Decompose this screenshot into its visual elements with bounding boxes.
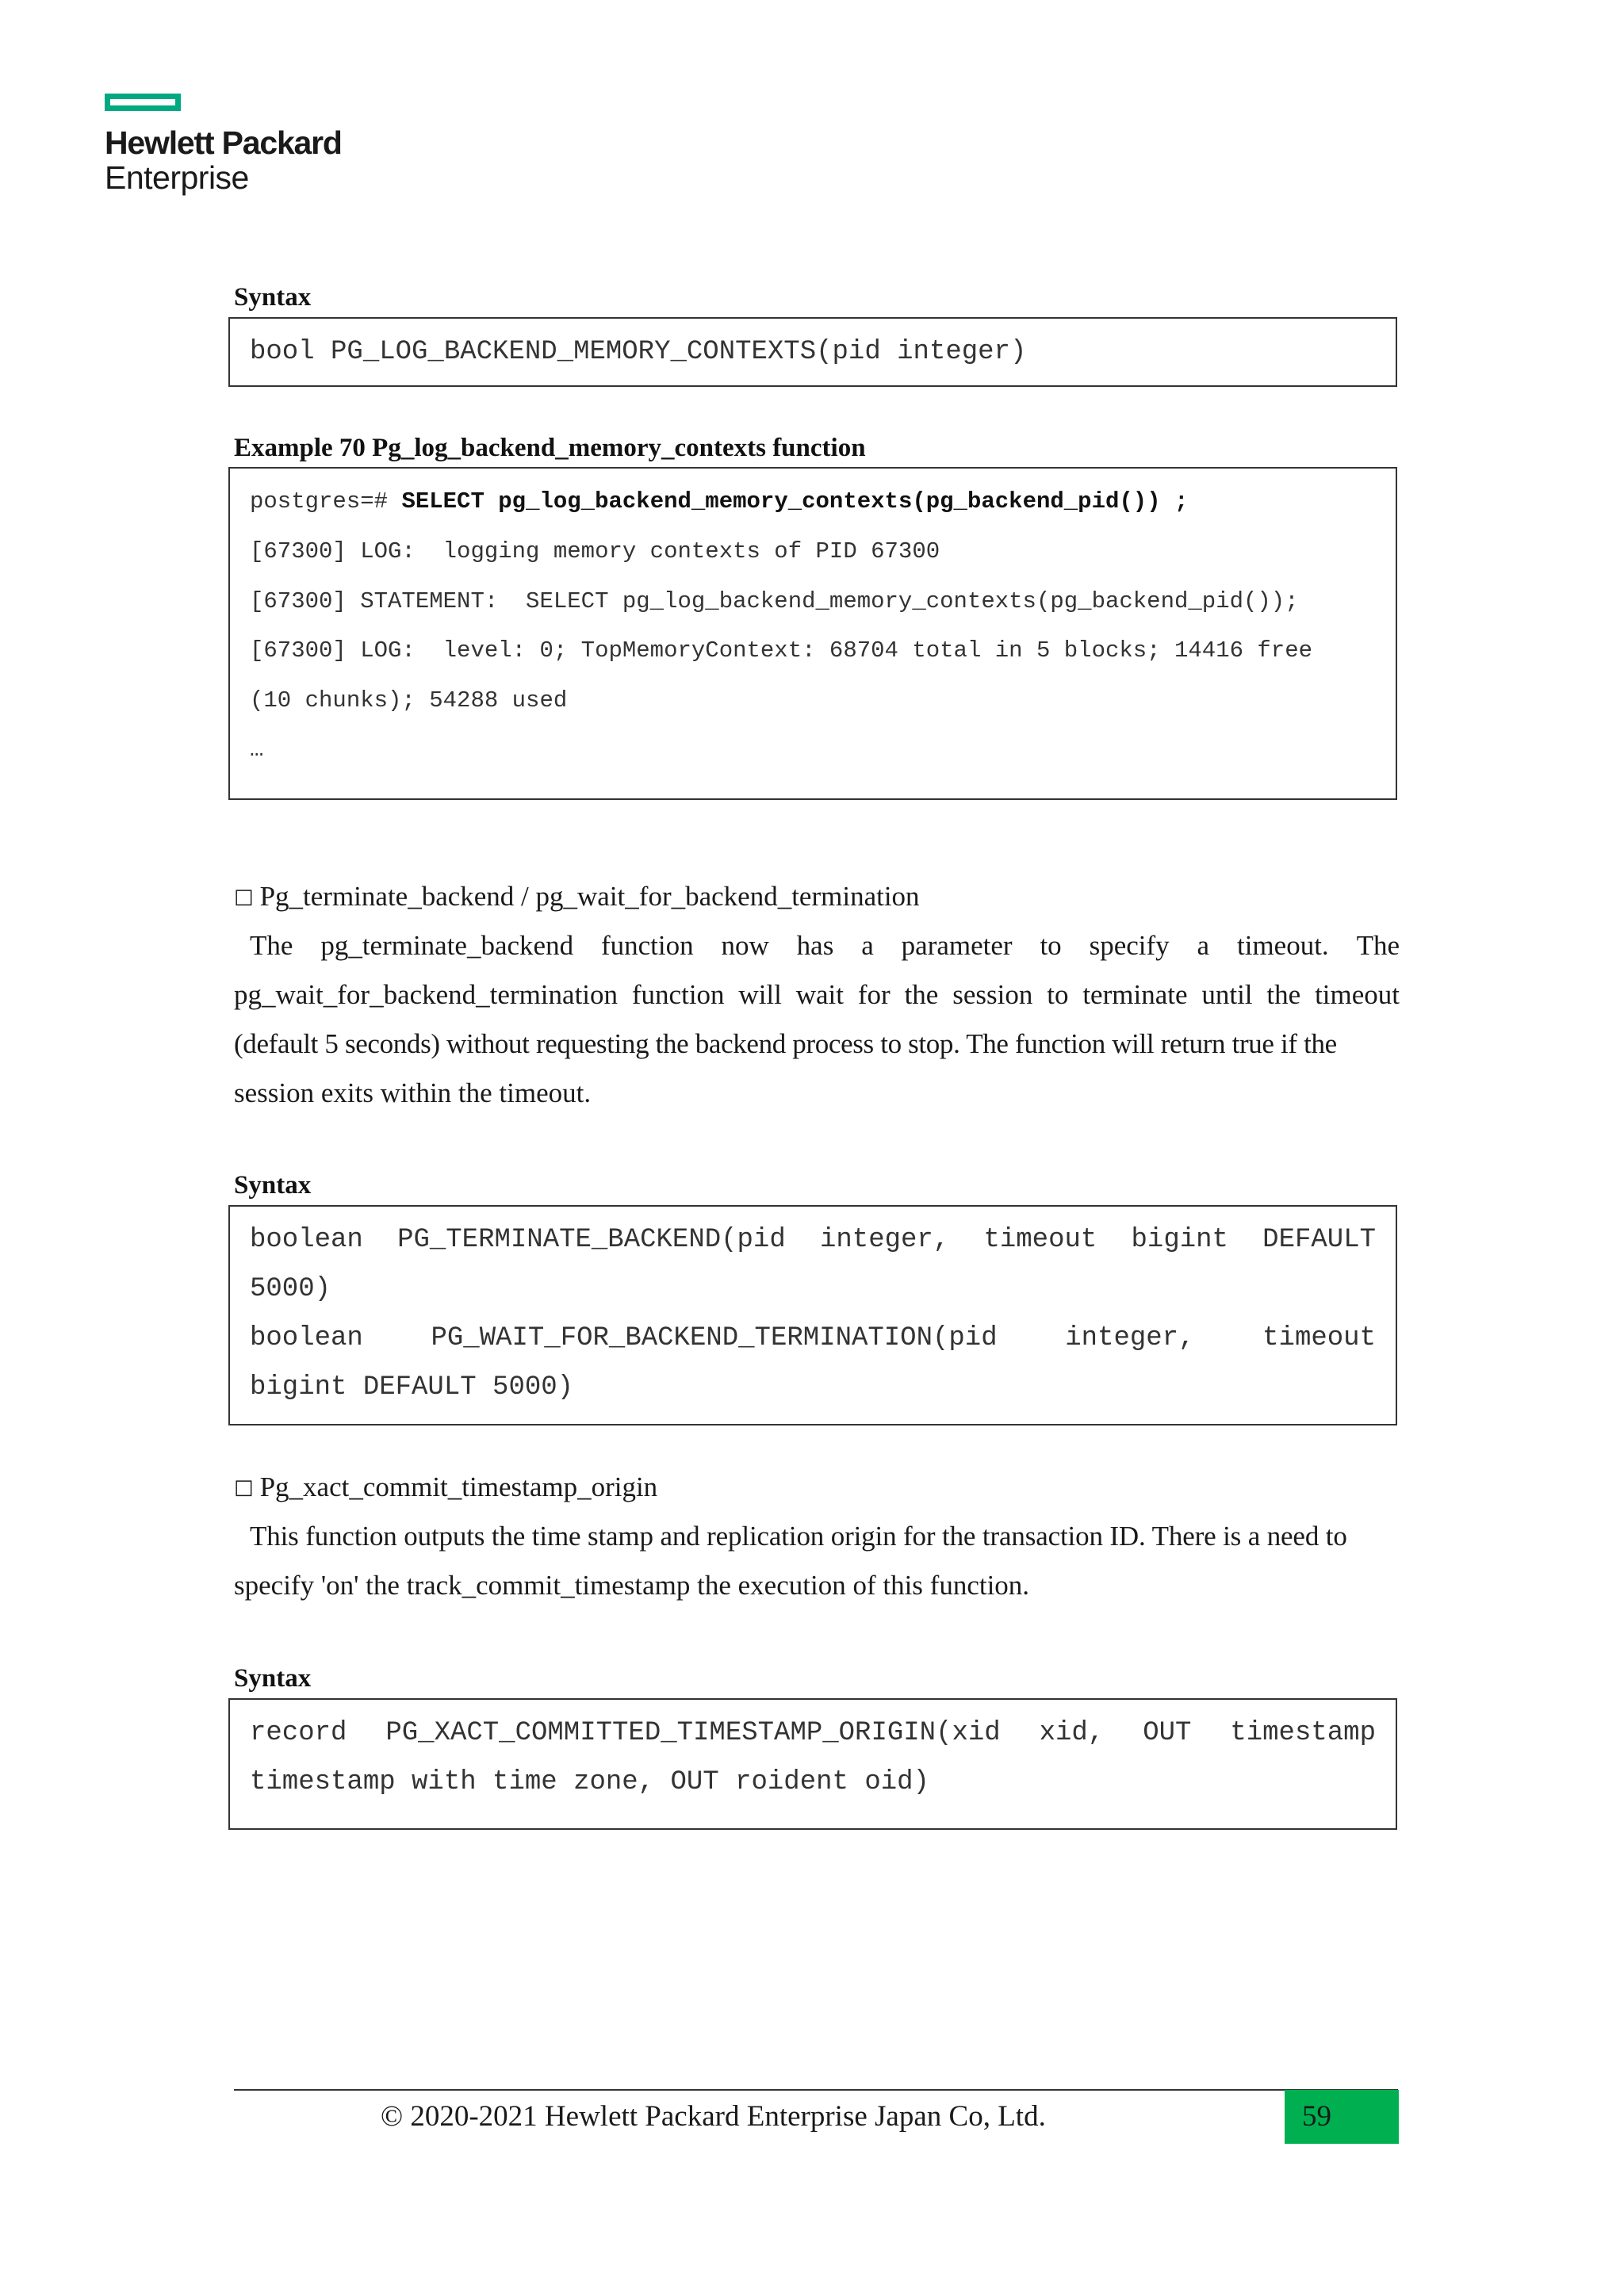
word: session xyxy=(952,979,1033,1010)
word: function xyxy=(631,979,725,1010)
code-token: boolean xyxy=(250,1225,363,1255)
syntax-heading-2: Syntax xyxy=(234,1171,312,1200)
word: timeout. xyxy=(1236,930,1329,961)
word: will xyxy=(738,979,782,1010)
section-title-text: Pg_terminate_backend / pg_wait_for_backend_termination xyxy=(259,881,920,912)
word: terminate xyxy=(1082,979,1188,1010)
code-token: integer, xyxy=(1065,1323,1195,1353)
word: specify xyxy=(1089,930,1170,961)
example-output-ellipsis: … xyxy=(250,737,264,763)
word: pg_wait_for_backend_termination xyxy=(234,979,619,1010)
code-token: xid, xyxy=(1039,1718,1105,1748)
checkbox-bullet-icon: □ xyxy=(234,1475,254,1499)
logo-mark-icon xyxy=(105,94,181,111)
syntax-2-line-2: 5000) xyxy=(250,1274,331,1304)
code-token: timestamp xyxy=(1230,1718,1376,1748)
word: now xyxy=(721,930,769,961)
word: a xyxy=(861,930,874,961)
code-token: integer, xyxy=(819,1225,950,1255)
example-output-line-2: [67300] STATEMENT: SELECT pg_log_backend_memory_contexts(pg_backend_pid()); xyxy=(250,588,1299,614)
syntax-codebox-1 xyxy=(228,317,1397,387)
syntax-3-line-2: timestamp with time zone, OUT roident oid) xyxy=(250,1767,929,1797)
code-token: record xyxy=(250,1718,347,1748)
syntax-2-line-3 xyxy=(250,1322,1376,1354)
example-output-line-1: [67300] LOG: logging memory contexts of PID 67300 xyxy=(250,538,940,564)
syntax-2-line-4: bigint DEFAULT 5000) xyxy=(250,1372,574,1402)
syntax-3-line-1 xyxy=(250,1717,1376,1749)
code-token: PG_XACT_COMMITTED_TIMESTAMP_ORIGIN(xid xyxy=(385,1718,1001,1748)
example-prompt: postgres=# xyxy=(250,488,402,515)
code-token: PG_WAIT_FOR_BACKEND_TERMINATION(pid xyxy=(431,1323,998,1353)
section-title-xact-commit xyxy=(234,1471,1400,1506)
paragraph-line-3: (default 5 seconds) without requesting the backend process to stop. The function will return true if the xyxy=(234,1028,1337,1059)
paragraph-line-2 xyxy=(234,978,1400,1012)
example-output-line-3: [67300] LOG: level: 0; TopMemoryContext: 68704 total in 5 blocks; 14416 free xyxy=(250,637,1313,664)
syntax-codebox-2 xyxy=(228,1205,1397,1425)
word: timeout xyxy=(1315,979,1400,1010)
word: function xyxy=(600,930,694,961)
paragraph-line-1 xyxy=(250,929,1400,962)
example-command: SELECT pg_log_backend_memory_contexts(pg_backend_pid()) ; xyxy=(401,488,1189,515)
section-title-terminate-backend xyxy=(234,880,1400,916)
footer-divider xyxy=(234,2089,1398,2091)
company-logo xyxy=(105,94,342,195)
paragraph-3-line-1: This function outputs the time stamp and replication origin for the transaction ID. There is a need to xyxy=(250,1521,1347,1552)
checkbox-bullet-icon: □ xyxy=(234,885,254,909)
word: has xyxy=(796,930,834,961)
syntax-heading-3: Syntax xyxy=(234,1664,312,1693)
example-codebox xyxy=(228,467,1397,800)
word: pg_terminate_backend xyxy=(320,930,574,961)
code-token: PG_TERMINATE_BACKEND(pid xyxy=(397,1225,786,1255)
footer-copyright: © 2020-2021 Hewlett Packard Enterprise Japan Co, Ltd. xyxy=(381,2100,1046,2133)
code-token: timeout xyxy=(983,1225,1097,1255)
paragraph-line-4: session exits within the timeout. xyxy=(234,1077,592,1108)
word: until xyxy=(1201,979,1253,1010)
word: wait xyxy=(795,979,845,1010)
example-command-line xyxy=(250,488,1376,516)
word: to xyxy=(1040,930,1062,961)
word: the xyxy=(1266,979,1301,1010)
code-token: boolean xyxy=(250,1323,363,1353)
syntax-codebox-3 xyxy=(228,1698,1397,1830)
logo-text-line2: Enterprise xyxy=(105,159,249,196)
code-token: timeout xyxy=(1262,1323,1376,1353)
word: parameter xyxy=(901,930,1013,961)
section-title-text: Pg_xact_commit_timestamp_origin xyxy=(259,1471,658,1502)
code-token: bigint xyxy=(1131,1225,1228,1255)
syntax-code-1: bool PG_LOG_BACKEND_MEMORY_CONTEXTS(pid integer) xyxy=(250,337,1027,367)
page-number-badge: 59 xyxy=(1285,2090,1399,2144)
word: a xyxy=(1197,930,1210,961)
word: The xyxy=(250,930,293,961)
example-output-line-4: (10 chunks); 54288 used xyxy=(250,687,568,714)
syntax-heading-1: Syntax xyxy=(234,283,312,312)
code-token: DEFAULT xyxy=(1262,1225,1376,1255)
syntax-2-line-1 xyxy=(250,1224,1376,1256)
paragraph-3-line-2: specify 'on' the track_commit_timestamp the execution of this function. xyxy=(234,1570,1030,1601)
word: to xyxy=(1047,979,1069,1010)
example-heading: Example 70 Pg_log_backend_memory_contexts function xyxy=(234,434,866,462)
logo-text-line1: Hewlett Packard xyxy=(105,124,342,161)
word: the xyxy=(904,979,939,1010)
code-token: OUT xyxy=(1143,1718,1192,1748)
word: for xyxy=(857,979,891,1010)
word: The xyxy=(1356,930,1400,961)
